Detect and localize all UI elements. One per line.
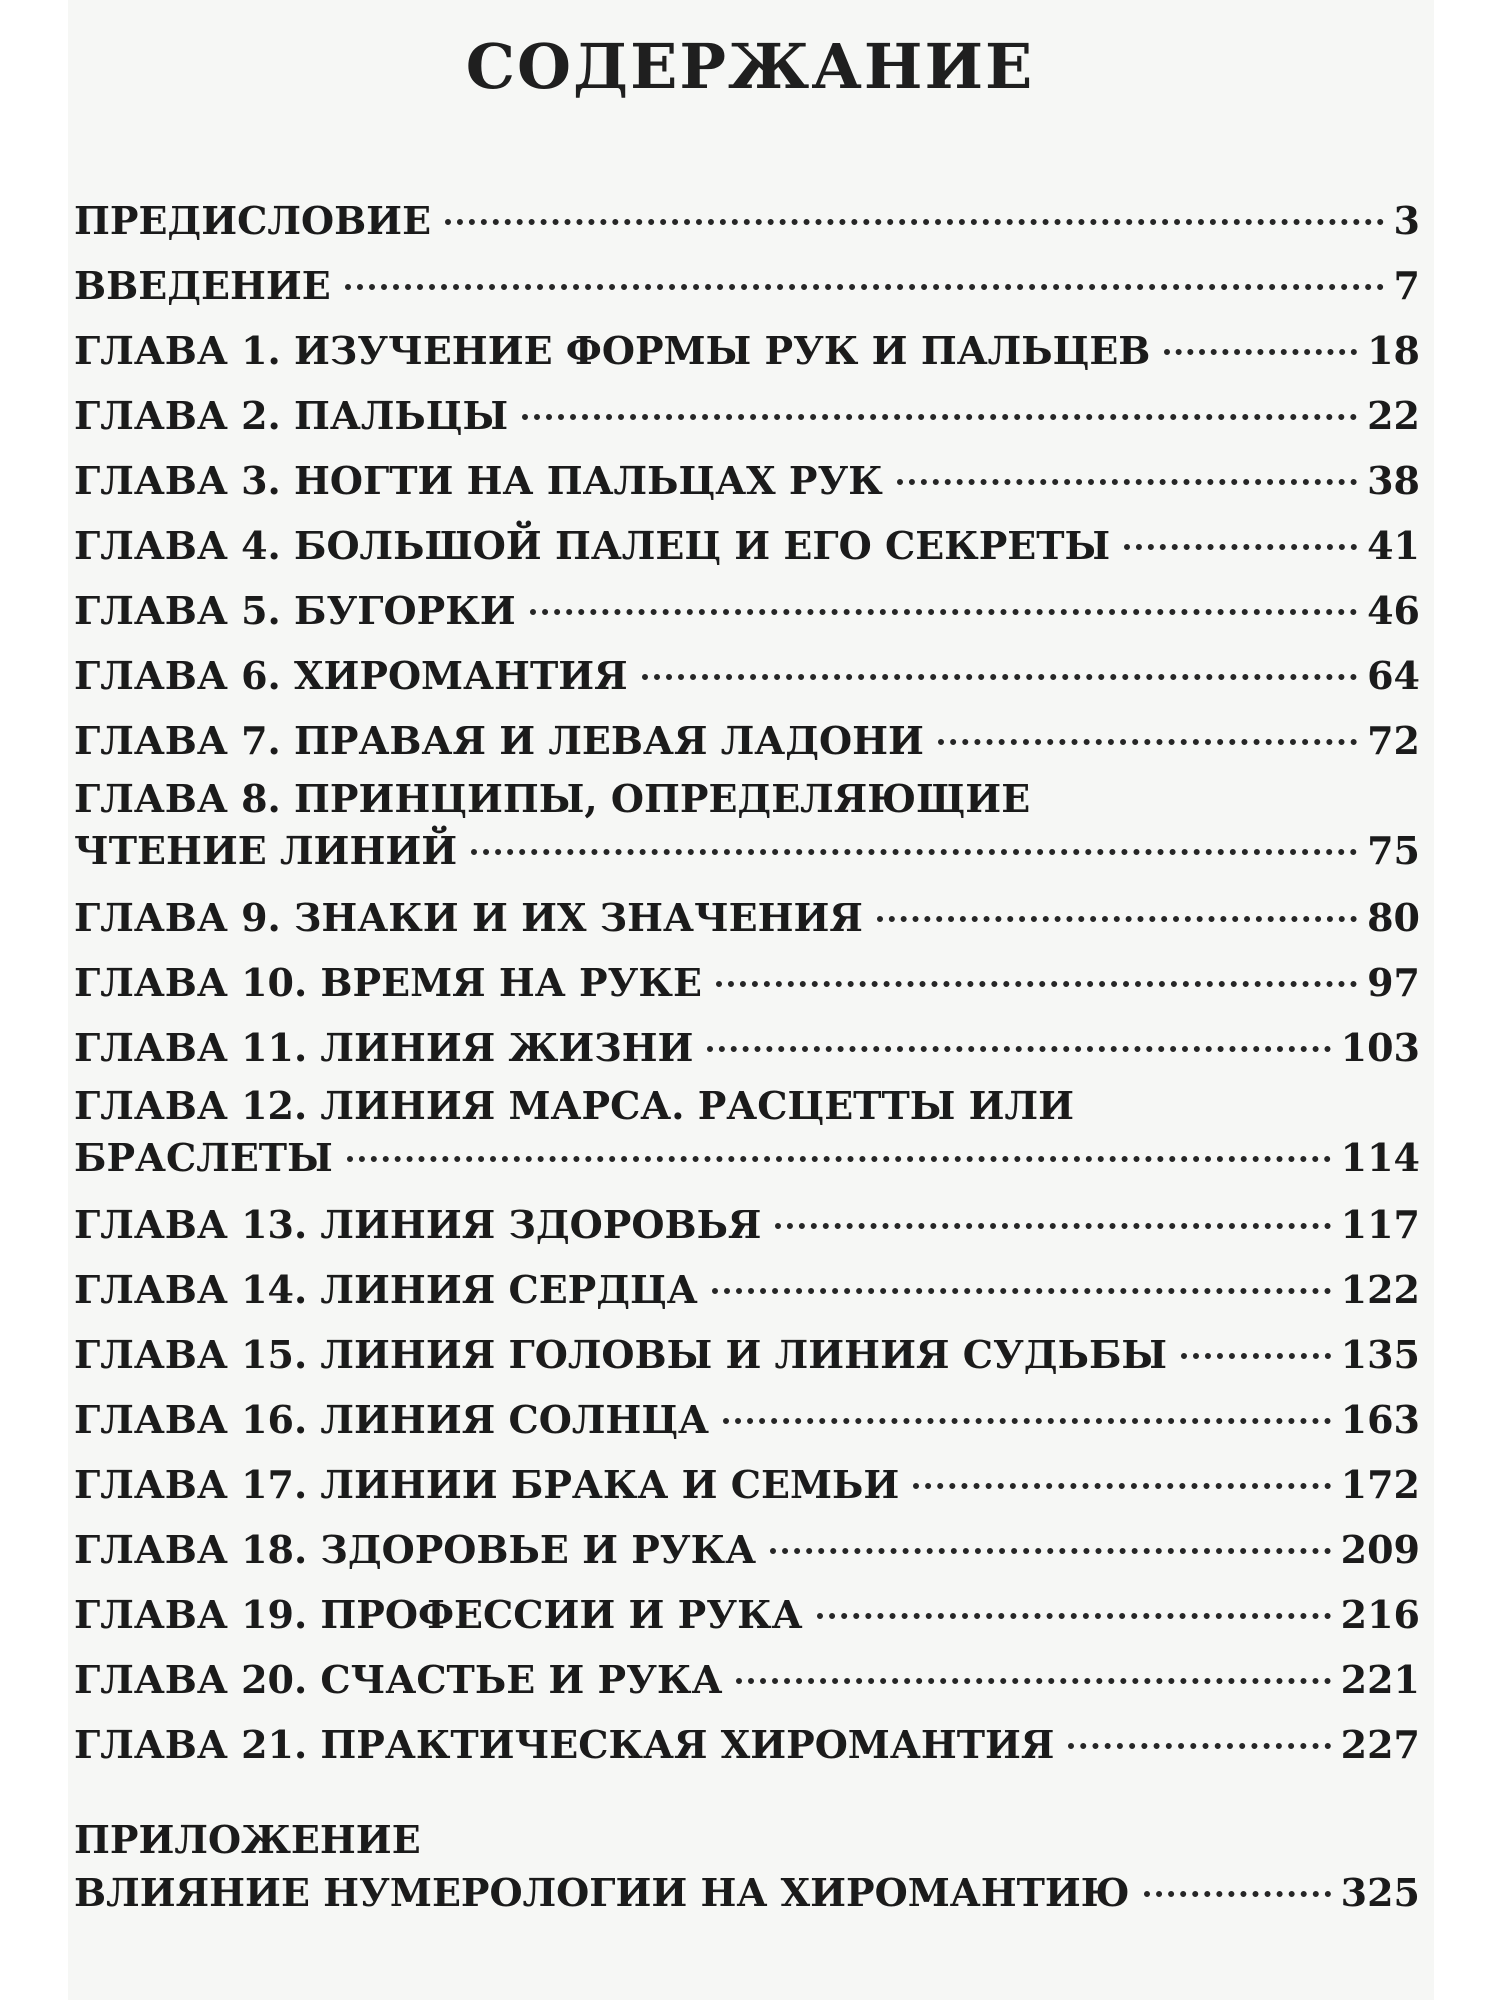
toc-entry-page: 114	[1340, 1135, 1420, 1180]
toc-entry-label: ГЛАВА 16. ЛИНИЯ СОЛНЦА	[74, 1397, 709, 1442]
toc-entry	[74, 578, 1420, 643]
toc-entry-label: ГЛАВА 8. ПРИНЦИПЫ, ОПРЕДЕЛЯЮЩИЕ	[74, 776, 1031, 821]
toc-entry	[74, 1080, 1420, 1192]
toc-entry-label: ГЛАВА 14. ЛИНИЯ СЕРДЦА	[74, 1267, 698, 1312]
toc-entry-page: 97	[1367, 960, 1420, 1005]
toc-entry	[74, 448, 1420, 513]
toc-entry	[74, 1015, 1420, 1080]
toc-entry	[74, 383, 1420, 448]
toc-entry-page: 122	[1340, 1267, 1420, 1312]
dot-leader	[817, 1613, 1331, 1619]
toc-entry	[74, 773, 1420, 885]
toc-entry-page: 3	[1393, 198, 1420, 243]
toc-entry-page: 103	[1340, 1025, 1420, 1070]
toc-entry-label: ГЛАВА 20. СЧАСТЬЕ И РУКА	[74, 1657, 723, 1702]
toc-entry-label: ГЛАВА 5. БУГОРКИ	[74, 588, 516, 633]
toc-entry	[74, 643, 1420, 708]
toc-entry-label: ГЛАВА 2. ПАЛЬЦЫ	[74, 393, 509, 438]
dot-leader	[723, 1418, 1331, 1424]
toc-entry-page: 72	[1367, 718, 1420, 763]
toc-entry-label: ГЛАВА 15. ЛИНИЯ ГОЛОВЫ И ЛИНИЯ СУДЬБЫ	[74, 1332, 1168, 1377]
dot-leader	[712, 1288, 1331, 1294]
dot-leader	[1068, 1743, 1330, 1749]
dot-leader	[1181, 1353, 1331, 1359]
toc-entry-page: 172	[1340, 1462, 1420, 1507]
toc-entry-page: 325	[1340, 1870, 1420, 1915]
toc-entry	[74, 1257, 1420, 1322]
toc-entry-page: 117	[1340, 1202, 1420, 1247]
toc-entry-label: ГЛАВА 12. ЛИНИЯ МАРСА. РАСЦЕТТЫ ИЛИ	[74, 1083, 1075, 1128]
toc-entry-label: ГЛАВА 18. ЗДОРОВЬЕ И РУКА	[74, 1527, 757, 1572]
dot-leader	[1124, 544, 1357, 550]
toc-entry	[74, 1647, 1420, 1712]
toc-entry	[74, 708, 1420, 773]
toc-entry	[74, 318, 1420, 383]
toc-entry	[74, 1452, 1420, 1517]
dot-leader	[913, 1483, 1330, 1489]
toc-entry	[74, 950, 1420, 1015]
toc-entry-label: ВВЕДЕНИЕ	[74, 263, 331, 308]
toc-entry-label: ГЛАВА 3. НОГТИ НА ПАЛЬЦАХ РУК	[74, 458, 883, 503]
toc-entry-label: ГЛАВА 1. ИЗУЧЕНИЕ ФОРМЫ РУК И ПАЛЬЦЕВ	[74, 328, 1151, 373]
toc-entry-page: 135	[1340, 1332, 1420, 1377]
toc-entry	[74, 1517, 1420, 1582]
dot-leader	[1144, 1891, 1331, 1897]
dot-leader	[530, 609, 1357, 615]
dot-leader	[938, 739, 1357, 745]
toc-entry-label: ГЛАВА 21. ПРАКТИЧЕСКАЯ ХИРОМАНТИЯ	[74, 1722, 1055, 1767]
toc-entry-page: 216	[1340, 1592, 1420, 1637]
dot-leader	[522, 414, 1357, 420]
toc-entry-label: ГЛАВА 7. ПРАВАЯ И ЛЕВАЯ ЛАДОНИ	[74, 718, 924, 763]
dot-leader	[347, 1156, 1331, 1162]
dot-leader	[707, 1046, 1330, 1052]
toc-entry-continuation	[74, 825, 1420, 877]
toc-entry-label: ГЛАВА 10. ВРЕМЯ НА РУКЕ	[74, 960, 702, 1005]
toc-entry-label: ВЛИЯНИЕ НУМЕРОЛОГИИ НА ХИРОМАНТИЮ	[74, 1870, 1130, 1915]
toc-entry-label: ГЛАВА 6. ХИРОМАНТИЯ	[74, 653, 628, 698]
appendix-heading: ПРИЛОЖЕНИЕ	[74, 1817, 421, 1862]
toc-entry-label: ГЛАВА 13. ЛИНИЯ ЗДОРОВЬЯ	[74, 1202, 762, 1247]
toc-entry-label: ГЛАВА 9. ЗНАКИ И ИХ ЗНАЧЕНИЯ	[74, 895, 863, 940]
dot-leader	[770, 1548, 1331, 1554]
toc-entry-page: 80	[1367, 895, 1420, 940]
dot-leader	[471, 849, 1357, 855]
dot-leader	[642, 674, 1357, 680]
toc-entry	[74, 253, 1420, 318]
toc-entry-label-continued: БРАСЛЕТЫ	[74, 1135, 333, 1180]
toc-entry-label: ГЛАВА 19. ПРОФЕССИИ И РУКА	[74, 1592, 803, 1637]
toc-entry-page: 221	[1340, 1657, 1420, 1702]
toc-entry-page: 75	[1367, 828, 1420, 873]
toc-entry-label: ГЛАВА 17. ЛИНИИ БРАКА И СЕМЬИ	[74, 1462, 900, 1507]
toc-entry	[74, 1712, 1420, 1777]
toc-entry-label-continued: ЧТЕНИЕ ЛИНИЙ	[74, 828, 458, 873]
toc-entry-page: 163	[1340, 1397, 1420, 1442]
toc-entry-label: ПРЕДИСЛОВИЕ	[74, 198, 432, 243]
dot-leader	[1164, 349, 1357, 355]
dot-leader	[345, 284, 1384, 290]
toc-entry-page: 46	[1367, 588, 1420, 633]
toc-entry-page: 38	[1367, 458, 1420, 503]
toc-entry-page: 41	[1367, 523, 1420, 568]
toc-entry-page: 227	[1340, 1722, 1420, 1767]
toc-entry	[74, 1322, 1420, 1387]
dot-leader	[897, 479, 1357, 485]
toc-entry-page: 7	[1393, 263, 1420, 308]
toc-entry	[74, 188, 1420, 253]
dot-leader	[736, 1678, 1330, 1684]
dot-leader	[775, 1223, 1330, 1229]
toc-entry	[74, 1582, 1420, 1647]
toc-entry-page: 64	[1367, 653, 1420, 698]
toc-entry-page: 22	[1367, 393, 1420, 438]
toc-entry	[74, 885, 1420, 950]
table-of-contents	[74, 188, 1420, 1921]
toc-entry-page: 209	[1340, 1527, 1420, 1572]
toc-entry-page: 18	[1367, 328, 1420, 373]
toc-entry	[74, 1387, 1420, 1452]
toc-entry-label: ГЛАВА 11. ЛИНИЯ ЖИЗНИ	[74, 1025, 694, 1070]
dot-leader	[877, 916, 1357, 922]
toc-entry-label: ГЛАВА 4. БОЛЬШОЙ ПАЛЕЦ И ЕГО СЕКРЕТЫ	[74, 523, 1111, 568]
dot-leader	[716, 981, 1357, 987]
toc-entry	[74, 1192, 1420, 1257]
toc-entry-continuation	[74, 1132, 1420, 1184]
toc-entry	[74, 513, 1420, 578]
toc-entry-appendix	[74, 1865, 1420, 1921]
dot-leader	[445, 219, 1383, 225]
page-title: СОДЕРЖАНИЕ	[465, 30, 1035, 103]
